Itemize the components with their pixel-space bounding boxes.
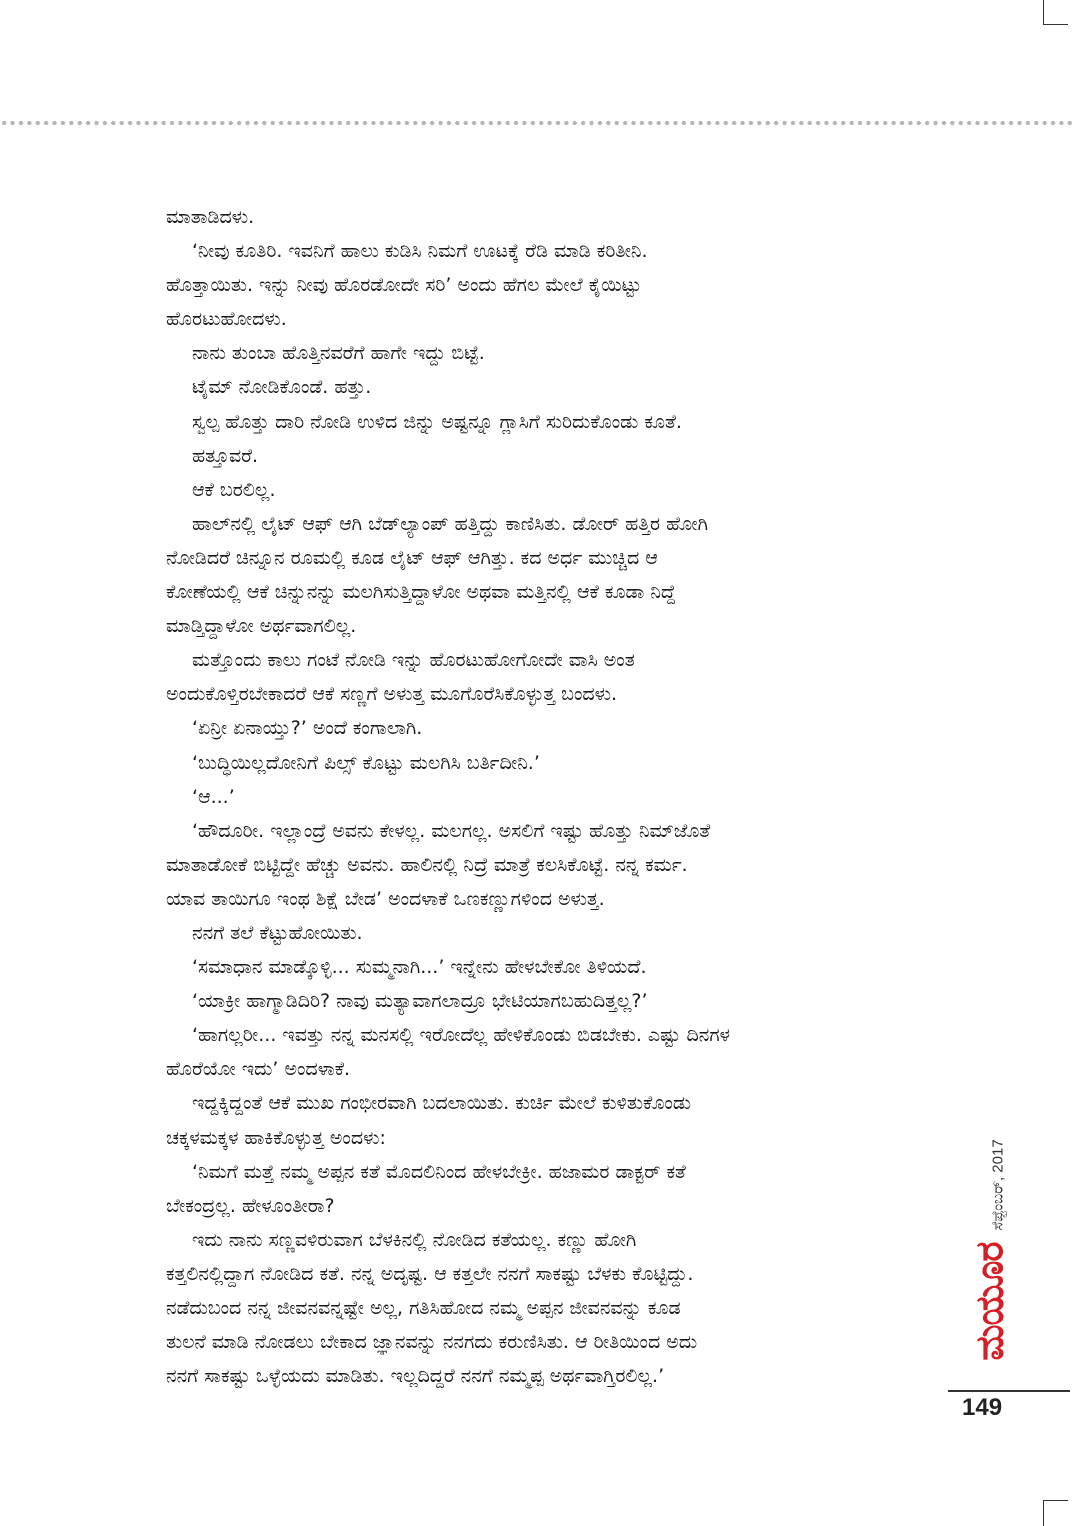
text-line: ‘ಹಾಗಲ್ಲರೀ... ಇವತ್ತು ನನ್ನ ಮನಸಲ್ಲಿ ಇರೋದೆಲ್ಲ ಹೇಳಿಕೊಂಡು ಬಿಡಬೇಕು. ಎಷ್ಟು ದಿನಗಳ xyxy=(192,1024,730,1047)
footer-rule xyxy=(948,1390,1070,1392)
text-line: ನನಗೆ ತಲೆ ಕೆಟ್ಟುಹೋಯಿತು. xyxy=(192,921,363,944)
text-line: ‘ಯಾಕ್ರೀ ಹಾಗ್ಮಾಡಿದಿರಿ? ನಾವು ಮತ್ಯಾವಾಗಲಾದ್ರೂ ಭೇಟಿಯಾಗಬಹುದಿತ್ತಲ್ಲ?’ xyxy=(192,990,648,1013)
text-line: ‘ಏನ್ರೀ ಏನಾಯ್ತು?’ ಅಂದೆ ಕಂಗಾಲಾಗಿ. xyxy=(192,717,423,740)
text-line: ಹೊರೆಯೋ ಇದು’ ಅಂದಳಾಕೆ. xyxy=(166,1058,351,1081)
text-line: ಅಂದುಕೊಳ್ತಿರಬೇಕಾದರೆ ಆಕೆ ಸಣ್ಣಗೆ ಅಳುತ್ತ ಮೂಗೊರೆಸಿಕೊಳ್ಳುತ್ತ ಬಂದಳು. xyxy=(166,683,618,706)
text-line: ಕತ್ತಲಿನಲ್ಲಿದ್ದಾಗ ನೋಡಿದ ಕತೆ. ನನ್ನ ಅದೃಷ್ಟ. ಆ ಕತ್ತಲೇ ನನಗೆ ಸಾಕಷ್ಟು ಬೆಳಕು ಕೊಟ್ಟಿದ್ದು. xyxy=(166,1262,694,1285)
page-number: 149 xyxy=(962,1394,1003,1421)
text-line: ಇದ್ದಕ್ಕಿದ್ದಂತೆ ಆಕೆ ಮುಖ ಗಂಭೀರವಾಗಿ ಬದಲಾಯಿತು. ಕುರ್ಚಿ ಮೇಲೆ ಕುಳಿತುಕೊಂಡು xyxy=(192,1092,691,1115)
magazine-masthead xyxy=(940,1120,1040,1380)
text-line: ಮಾಡ್ತಿದ್ದಾಳೋ ಅರ್ಥವಾಗಲಿಲ್ಲ. xyxy=(166,615,357,638)
dotted-separator xyxy=(0,119,1072,127)
crop-mark-bottom-right xyxy=(1043,1500,1068,1526)
text-line: ಇದು ನಾನು ಸಣ್ಣವಳಿರುವಾಗ ಬೆಳಕಿನಲ್ಲಿ ನೋಡಿದ ಕತೆಯಲ್ಲ. ಕಣ್ಣು ಹೋಗಿ xyxy=(192,1228,637,1251)
text-line: ನಾನು ತುಂಬಾ ಹೊತ್ತಿನವರೆಗೆ ಹಾಗೇ ಇದ್ದು ಬಿಟ್ಟೆ. xyxy=(192,342,485,365)
text-line: ‘ನಿಮಗೆ ಮತ್ತೆ ನಮ್ಮ ಅಪ್ಪನ ಕತೆ ಮೊದಲಿನಿಂದ ಹೇಳಬೇಕ್ರೀ. ಹಜಾಮರ ಡಾಕ್ಟರ್ ಕತೆ xyxy=(192,1160,686,1183)
issue-date: ಸೆಪ್ಟೆಂಬರ್, 2017 xyxy=(989,1139,1007,1231)
text-line: ಯಾವ ತಾಯಿಗೂ ಇಂಥ ಶಿಕ್ಷೆ ಬೇಡ’ ಅಂದಳಾಕೆ ಒಣಕಣ್ಣುಗಳಿಂದ ಅಳುತ್ತ. xyxy=(166,887,605,910)
text-line: ಹಾಲ್‌ನಲ್ಲಿ ಲೈಟ್ ಆಫ್ ಆಗಿ ಬೆಡ್‌ಲ್ಯಾಂಪ್ ಹತ್ತಿದ್ದು ಕಾಣಿಸಿತು. ಡೋರ್ ಹತ್ತಿರ ಹೋಗಿ xyxy=(192,512,709,535)
text-line: ತುಲನೆ ಮಾಡಿ ನೋಡಲು ಬೇಕಾದ ಜ್ಞಾನವನ್ನು ನನಗದು ಕರುಣಿಸಿತು. ಆ ರೀತಿಯಿಂದ ಅದು xyxy=(166,1331,698,1354)
text-line: ಹತ್ತೂವರೆ. xyxy=(192,444,259,467)
text-line: ‘ಬುದ್ಧಿಯಿಲ್ಲದೋನಿಗೆ ಪಿಲ್ಸ್ ಕೊಟ್ಟು ಮಲಗಿಸಿ ಬರ್ತಿದೀನಿ.’ xyxy=(192,751,540,774)
text-line: ಆಕೆ ಬರಲಿಲ್ಲ. xyxy=(192,478,276,501)
text-line: ‘ಹೌದೂರೀ. ಇಲ್ಲಾಂದ್ರೆ ಅವನು ಕೇಳಲ್ಲ. ಮಲಗಲ್ಲ. ಅಸಲಿಗೆ ಇಷ್ಟು ಹೊತ್ತು ನಿಮ್‌ಜೊತೆ xyxy=(192,819,711,842)
text-line: ಹೊರಟುಹೋದಳು. xyxy=(166,308,287,331)
text-line: ಮತ್ತೊಂದು ಕಾಲು ಗಂಟೆ ನೋಡಿ ಇನ್ನು ಹೊರಟುಹೋಗೋದೇ ವಾಸಿ ಅಂತ xyxy=(192,649,635,672)
text-line: ‘ನೀವು ಕೂತಿರಿ. ಇವನಿಗೆ ಹಾಲು ಕುಡಿಸಿ ನಿಮಗೆ ಊಟಕ್ಕೆ ರೆಡಿ ಮಾಡಿ ಕರಿತೀನಿ. xyxy=(192,240,648,263)
text-line: ಮಾತಾಡಿದಳು. xyxy=(166,206,255,228)
text-line: ಹೊತ್ತಾಯಿತು. ಇನ್ನು ನೀವು ಹೊರಡೋದೇ ಸರಿ’ ಅಂದು ಹೆಗಲ ಮೇಲೆ ಕೈಯಿಟ್ಟು xyxy=(166,274,642,297)
text-line: ನನಗೆ ಸಾಕಷ್ಟು ಒಳ್ಳೆಯದು ಮಾಡಿತು. ಇಲ್ಲದಿದ್ದರೆ ನನಗೆ ನಮ್ಮಪ್ಪ ಅರ್ಥವಾಗ್ತಿರಲಿಲ್ಲ.’ xyxy=(166,1365,665,1388)
text-line: ನಡೆದುಬಂದ ನನ್ನ ಜೀವನವನ್ನಷ್ಟೇ ಅಲ್ಲ, ಗತಿಸಿಹೋದ ನಮ್ಮ ಅಪ್ಪನ ಜೀವನವನ್ನು ಕೂಡ xyxy=(166,1297,681,1319)
magazine-logo: ಮಯೂರ xyxy=(967,1242,1012,1361)
text-line: ಕೋಣೆಯಲ್ಲಿ ಆಕೆ ಚಿನ್ನುನನ್ನು ಮಲಗಿಸುತ್ತಿದ್ದಾಳೋ ಅಥವಾ ಮತ್ತಿನಲ್ಲಿ ಆಕೆ ಕೂಡಾ ನಿದ್ದೆ xyxy=(166,581,676,604)
text-line: ‘ಸಮಾಧಾನ ಮಾಡ್ಕೊಳ್ಳಿ... ಸುಮ್ಮನಾಗಿ...’ ಇನ್ನೇನು ಹೇಳಬೇಕೋ ತಿಳಿಯದೆ. xyxy=(192,956,647,979)
text-line: ಚಕ್ಕಳಮಕ್ಕಳ ಹಾಕಿಕೊಳ್ಳುತ್ತ ಅಂದಳು: xyxy=(166,1126,386,1149)
text-line: ಬೇಕಂದ್ರಲ್ಲ. ಹೇಳೂಂತೀರಾ? xyxy=(166,1194,335,1217)
text-line: ಮಾತಾಡೋಕೆ ಬಿಟ್ಟಿದ್ದೇ ಹೆಚ್ಚು ಅವನು. ಹಾಲಿನಲ್ಲಿ ನಿದ್ರೆ ಮಾತ್ರೆ ಕಲಸಿಕೊಟ್ಟೆ. ನನ್ನ ಕರ್ಮ. xyxy=(166,853,688,876)
text-line: ಸ್ವಲ್ಪ ಹೊತ್ತು ದಾರಿ ನೋಡಿ ಉಳಿದ ಜಿನ್ನು ಅಷ್ಟನ್ನೂ ಗ್ಲಾಸಿಗೆ ಸುರಿದುಕೊಂಡು ಕೂತೆ. xyxy=(192,410,682,433)
text-line: ಟೈಮ್ ನೋಡಿಕೊಂಡೆ. ಹತ್ತು. xyxy=(192,376,372,399)
text-line: ‘ಆ...’ xyxy=(192,785,235,808)
article-body xyxy=(166,200,946,1393)
crop-mark-top-right xyxy=(1043,0,1068,25)
text-line: ನೋಡಿದರೆ ಚಿನ್ನೂನ ರೂಮಲ್ಲಿ ಕೂಡ ಲೈಟ್ ಆಫ್ ಆಗಿತ್ತು. ಕದ ಅರ್ಧ ಮುಚ್ಚಿದ ಆ xyxy=(166,546,658,569)
